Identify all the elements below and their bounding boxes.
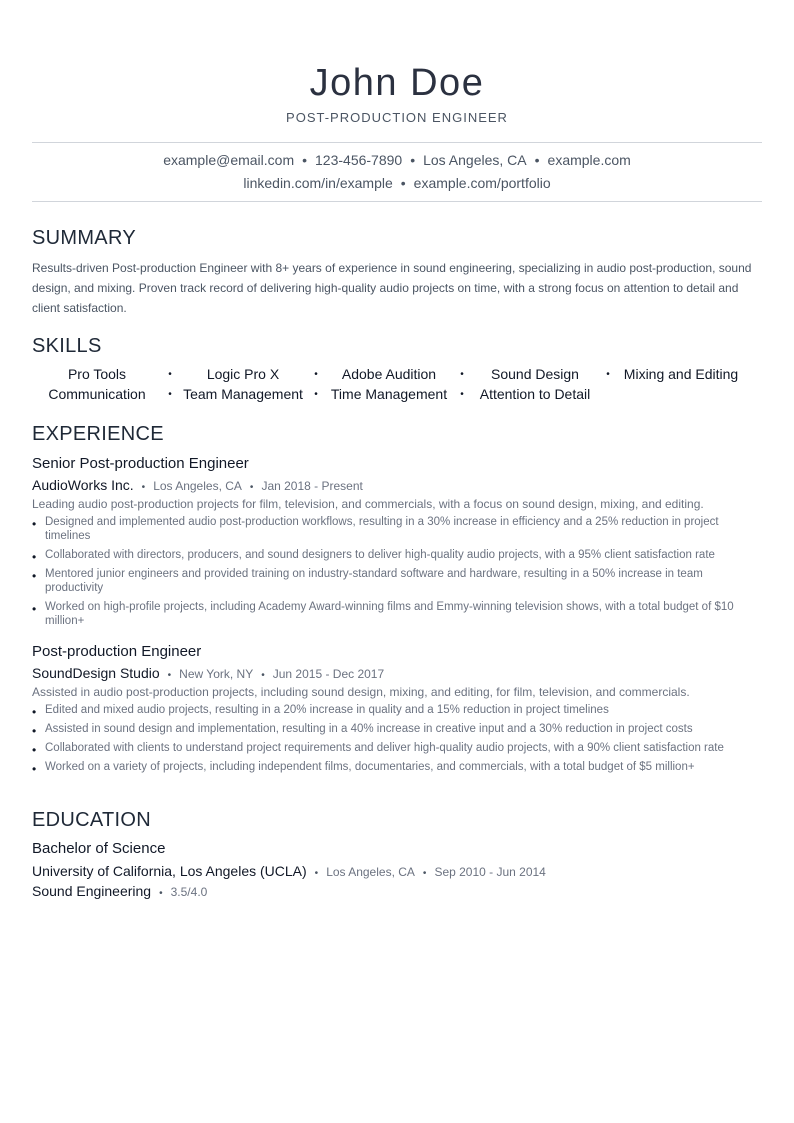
education-degree: Bachelor of Science bbox=[32, 840, 166, 857]
list-item: • Worked on a variety of projects, including independent films, documentaries, and commercials, with a total budget of $5 million+ bbox=[32, 760, 762, 774]
skill-item: Time Management bbox=[330, 386, 448, 402]
separator-dot: • bbox=[314, 868, 319, 879]
separator-dot: • bbox=[249, 482, 254, 493]
education-major: Sound Engineering bbox=[32, 883, 152, 899]
separator-dot: • bbox=[606, 368, 610, 380]
separator-dot: • bbox=[261, 670, 265, 681]
job-company: SoundDesign Studio bbox=[32, 665, 160, 681]
skill-item: Sound Design bbox=[491, 366, 579, 382]
skill-item: Logic Pro X bbox=[206, 366, 280, 382]
job-title: Senior Post-production Engineer bbox=[32, 455, 249, 472]
skill-item: Pro Tools bbox=[67, 366, 127, 382]
header-divider-top bbox=[32, 142, 762, 143]
separator-dot: • bbox=[410, 152, 416, 168]
job-dates: Jun 2015 - Dec 2017 bbox=[272, 667, 385, 681]
separator-dot: • bbox=[302, 152, 308, 168]
job-dates: Jan 2018 - Present bbox=[261, 479, 363, 493]
list-item: • Edited and mixed audio projects, resulting in a 20% increase in quality and a 15% reduction in project timelines bbox=[32, 703, 762, 717]
contact-phone[interactable]: 123-456-7890 bbox=[315, 152, 403, 168]
education-location: Los Angeles, CA bbox=[326, 865, 415, 879]
separator-dot: • bbox=[314, 388, 318, 400]
separator-dot: • bbox=[534, 152, 540, 168]
skills-heading: SKILLS bbox=[32, 335, 102, 357]
education-gpa: 3.5/4.0 bbox=[170, 885, 208, 899]
separator-dot: • bbox=[159, 888, 163, 899]
skill-item: Team Management bbox=[183, 386, 303, 402]
skill-item: Communication bbox=[48, 386, 146, 402]
job-location: New York, NY bbox=[179, 667, 254, 681]
list-item: • Collaborated with directors, producers, and sound designers to deliver high-quality audio projects, with a 95% client satisfaction rate bbox=[32, 548, 762, 562]
education-school: University of California, Los Angeles (UCLA) bbox=[32, 863, 307, 879]
separator-dot: • bbox=[422, 868, 427, 879]
skill-item: Adobe Audition bbox=[341, 366, 437, 382]
job-meta bbox=[32, 665, 384, 681]
experience-heading: EXPERIENCE bbox=[32, 423, 164, 445]
contact-portfolio[interactable]: example.com/portfolio bbox=[413, 175, 551, 191]
candidate-title: POST-PRODUCTION ENGINEER bbox=[286, 110, 508, 125]
job-meta bbox=[32, 477, 363, 493]
contact-linkedin[interactable]: linkedin.com/in/example bbox=[243, 175, 393, 191]
list-item: • Designed and implemented audio post-production workflows, resulting in a 30% increase in efficiency and a 25% reduction in project timelines bbox=[32, 515, 762, 543]
skill-item: Attention to Detail bbox=[479, 386, 591, 402]
skills-row-2 bbox=[32, 384, 762, 404]
skills-row-1 bbox=[32, 364, 762, 384]
contact-line-2 bbox=[0, 175, 794, 191]
job-description: Assisted in audio post-production projects, including sound design, mixing, and editing, for film, television, and commercials. bbox=[32, 685, 690, 699]
list-item: • Assisted in sound design and implementation, resulting in a 40% increase in creative input and a 30% reduction in project costs bbox=[32, 722, 762, 736]
separator-dot: • bbox=[168, 388, 172, 400]
education-dates: Sep 2010 - Jun 2014 bbox=[434, 865, 546, 879]
job-bullets bbox=[32, 703, 762, 779]
separator-dot: • bbox=[460, 388, 464, 400]
header-divider-bottom bbox=[32, 201, 762, 202]
education-heading: EDUCATION bbox=[32, 809, 151, 831]
job-company: AudioWorks Inc. bbox=[32, 477, 134, 493]
job-title: Post-production Engineer bbox=[32, 643, 202, 660]
skill-item: Mixing and Editing bbox=[623, 366, 739, 382]
separator-dot: • bbox=[314, 368, 318, 380]
job-location: Los Angeles, CA bbox=[153, 479, 242, 493]
job-description: Leading audio post-production projects for film, television, and commercials, with a focus on sound design, mixing, and editing. bbox=[32, 497, 704, 511]
list-item: • Collaborated with clients to understand project requirements and deliver high-quality audio projects, with a 90% client satisfaction rate bbox=[32, 741, 762, 755]
contact-line-1 bbox=[0, 152, 794, 168]
summary-text: Results-driven Post-production Engineer with 8+ years of experience in sound engineering, specializing in audio post-production, sound design, and mixing. Proven track record of delivering high-quality audio projects on time, with a strong focus on attention to detail and client satisfaction. bbox=[32, 261, 752, 315]
separator-dot: • bbox=[400, 175, 406, 191]
list-item: • Worked on high-profile projects, including Academy Award-winning films and Emmy-winning television shows, with a total budget of $10 million+ bbox=[32, 600, 762, 628]
skills-grid bbox=[32, 364, 762, 404]
separator-dot: • bbox=[460, 368, 464, 380]
list-item: • Mentored junior engineers and provided training on industry-standard software and hardware, resulting in a 50% increase in team productivity bbox=[32, 567, 762, 595]
separator-dot: • bbox=[168, 368, 172, 380]
candidate-name: John Doe bbox=[309, 62, 485, 104]
separator-dot: • bbox=[141, 482, 146, 493]
education-major-line bbox=[32, 883, 207, 899]
contact-website[interactable]: example.com bbox=[547, 152, 631, 168]
summary-heading: SUMMARY bbox=[32, 227, 136, 249]
separator-dot: • bbox=[167, 670, 172, 681]
contact-location: Los Angeles, CA bbox=[423, 152, 527, 168]
job-bullets bbox=[32, 515, 762, 633]
education-meta bbox=[32, 863, 546, 879]
contact-email[interactable]: example@email.com bbox=[163, 152, 295, 168]
